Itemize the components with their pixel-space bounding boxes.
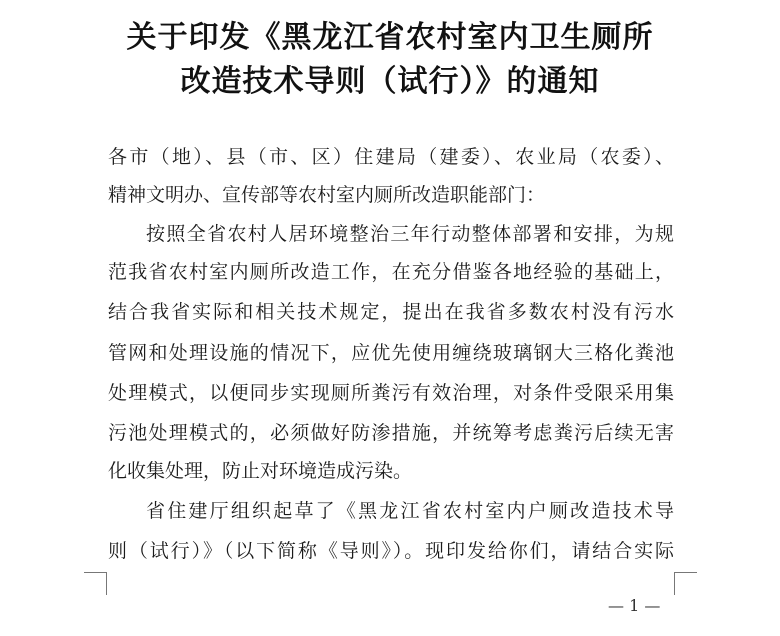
document-title-line-1: 关于印发《黑龙江省农村室内卫生厕所	[126, 20, 654, 55]
document-title-line-2: 改造技术导则（试行）》的通知	[180, 64, 600, 99]
addressee-line-2: 精神文明办、宣传部等农村室内厕所改造职能部门：	[108, 184, 546, 206]
paragraph-1-line-6: 污池处理模式的，必须做好防渗措施，并统筹考虑粪污后续无害	[108, 422, 674, 444]
paragraph-2-line-1: 省住建厅组织起草了《黑龙江省农村室内户厕改造技术导	[146, 500, 674, 522]
paragraph-1-line-3: 结合我省实际和相关技术规定，提出在我省多数农村没有污水	[108, 301, 674, 323]
right-margin-corner-mark	[674, 572, 697, 595]
paragraph-1-line-7: 化收集处理，防止对环境造成污染。	[108, 460, 413, 482]
addressee-line-1: 各市（地）、县（市、区）住建局（建委）、农业局（农委）、	[108, 146, 674, 168]
paragraph-1-line-5: 处理模式，以便同步实现厕所粪污有效治理，对条件受限采用集	[108, 382, 674, 404]
paragraph-1-line-1: 按照全省农村人居环境整治三年行动整体部署和安排，为规	[146, 223, 674, 245]
page-number: — 1 —	[608, 596, 661, 615]
left-margin-corner-mark	[84, 572, 107, 595]
paragraph-2-line-2: 则（试行）》（以下简称《导则》）。现印发给你们，请结合实际	[108, 540, 674, 562]
paragraph-1-line-2: 范我省农村室内厕所改造工作，在充分借鉴各地经验的基础上，	[108, 261, 674, 283]
paragraph-1-line-4: 管网和处理设施的情况下，应优先使用缠绕玻璃钢大三格化粪池	[108, 342, 674, 364]
